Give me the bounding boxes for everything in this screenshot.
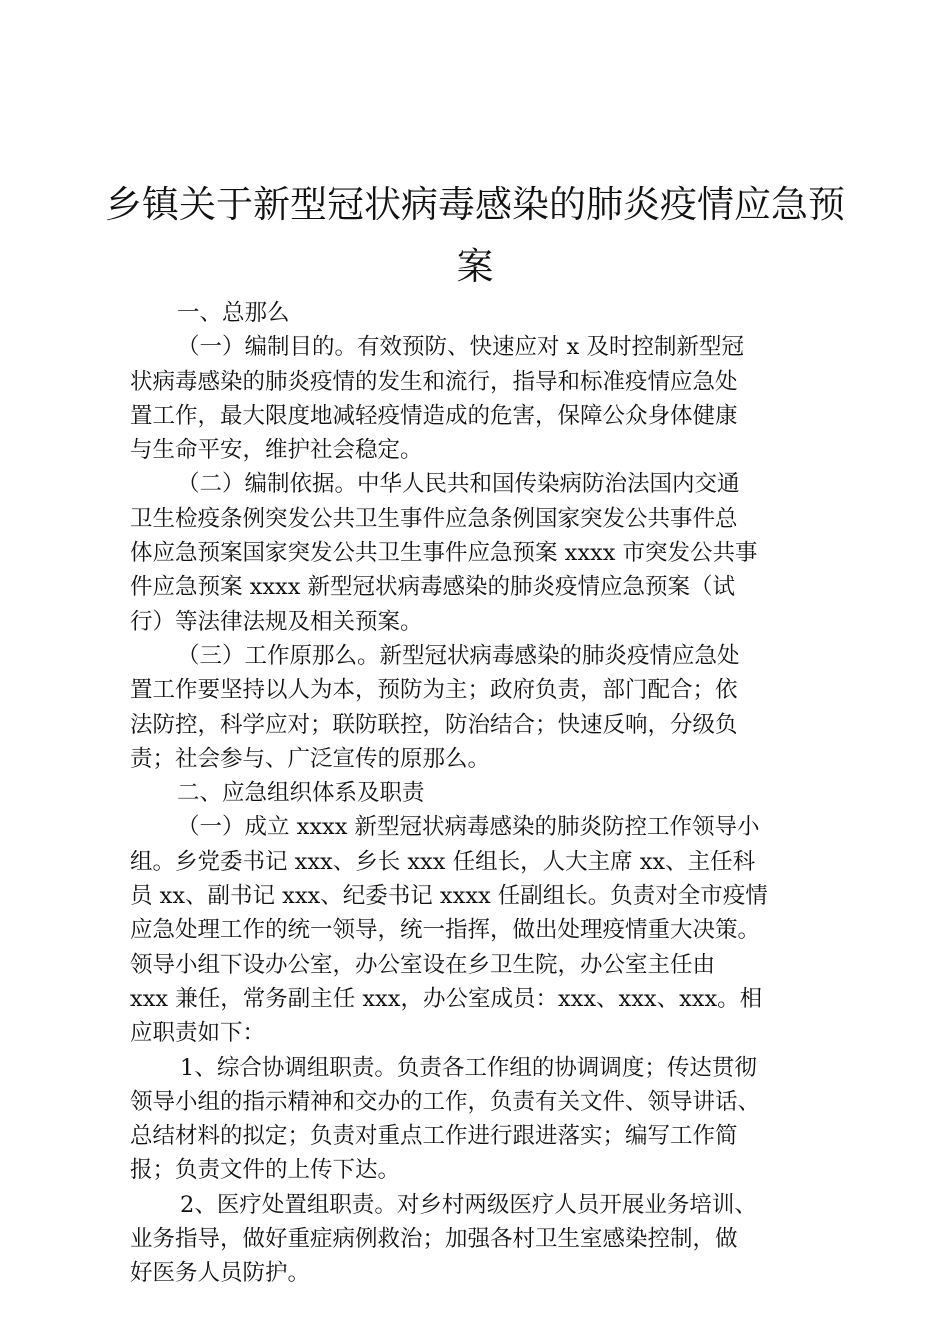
paragraph-line: 卫生检疫条例突发公共卫生事件应急条例国家突发公共事件总	[130, 505, 738, 532]
paragraph-line: 业务指导，做好重症病例救治；加强各村卫生室感染控制，做	[130, 1226, 738, 1253]
paragraph-line: （三）工作原那么。新型冠状病毒感染的肺炎疫情应急处	[177, 642, 740, 669]
paragraph-line: 领导小组的指示精神和交办的工作，负责有关文件、领导讲话、	[130, 1088, 761, 1115]
paragraph-line: 置工作，最大限度地减轻疫情造成的危害，保障公众身体健康	[130, 402, 738, 429]
paragraph-line: 责；社会参与、广泛宣传的原那么。	[130, 745, 491, 772]
document-body	[130, 296, 822, 1291]
paragraph-line: 法防控，科学应对；联防联控，防治结合；快速反响，分级负	[130, 711, 738, 738]
paragraph-line: xxx 兼任，常务副主任 xxx，办公室成员：xxx、xxx、xxx。相	[130, 985, 763, 1012]
section-heading-general: 一、总那么	[177, 300, 290, 326]
paragraph-line: 应急处理工作的统一领导，统一指挥，做出处理疫情重大决策。	[130, 917, 761, 944]
paragraph-line: 组。乡党委书记 xxx、乡长 xxx 任组长，人大主席 xx、主任科	[130, 848, 756, 875]
paragraph-line: 行）等法律法规及相关预案。	[130, 608, 423, 635]
document-title-line-2: 案	[456, 245, 494, 288]
paragraph-line: 员 xx、副书记 xxx、纪委书记 xxxx 任副组长。负责对全市疫情	[130, 883, 768, 910]
paragraph-line: 应职责如下：	[130, 1020, 266, 1047]
paragraph-line: （一）成立 xxxx 新型冠状病毒感染的肺炎防控工作领导小	[177, 814, 760, 841]
section-heading-emergency-organization: 二、应急组织体系及职责	[177, 780, 425, 807]
paragraph-line: 状病毒感染的肺炎疫情的发生和流行，指导和标准疫情应急处	[130, 368, 738, 395]
paragraph-line: 置工作要坚持以人为本，预防为主；政府负责，部门配合；依	[130, 677, 738, 704]
paragraph-line: 2、医疗处置组职责。对乡村两级医疗人员开展业务培训、	[180, 1191, 757, 1218]
paragraph-line: 报；负责文件的上传下达。	[130, 1157, 401, 1184]
document-title-line-1: 乡镇关于新型冠状病毒感染的肺炎疫情应急预	[105, 183, 845, 226]
paragraph-line: 体应急预案国家突发公共卫生事件应急预案 xxxx 市突发公共事	[130, 540, 758, 567]
paragraph-line: 与生命平安，维护社会稳定。	[130, 437, 423, 464]
paragraph-line: 领导小组下设办公室，办公室设在乡卫生院，办公室主任由	[130, 951, 716, 978]
paragraph-line: （一）编制目的。有效预防、快速应对 x 及时控制新型冠	[177, 334, 744, 361]
paragraph-line: 件应急预案 xxxx 新型冠状病毒感染的肺炎疫情应急预案（试	[130, 574, 736, 601]
paragraph-line: （二）编制依据。中华人民共和国传染病防治法国内交通	[177, 471, 740, 498]
paragraph-line: 1、综合协调组职责。负责各工作组的协调调度；传达贯彻	[180, 1054, 757, 1081]
paragraph-line: 好医务人员防护。	[130, 1260, 311, 1287]
paragraph-line: 总结材料的拟定；负责对重点工作进行跟进落实；编写工作简	[130, 1123, 738, 1150]
